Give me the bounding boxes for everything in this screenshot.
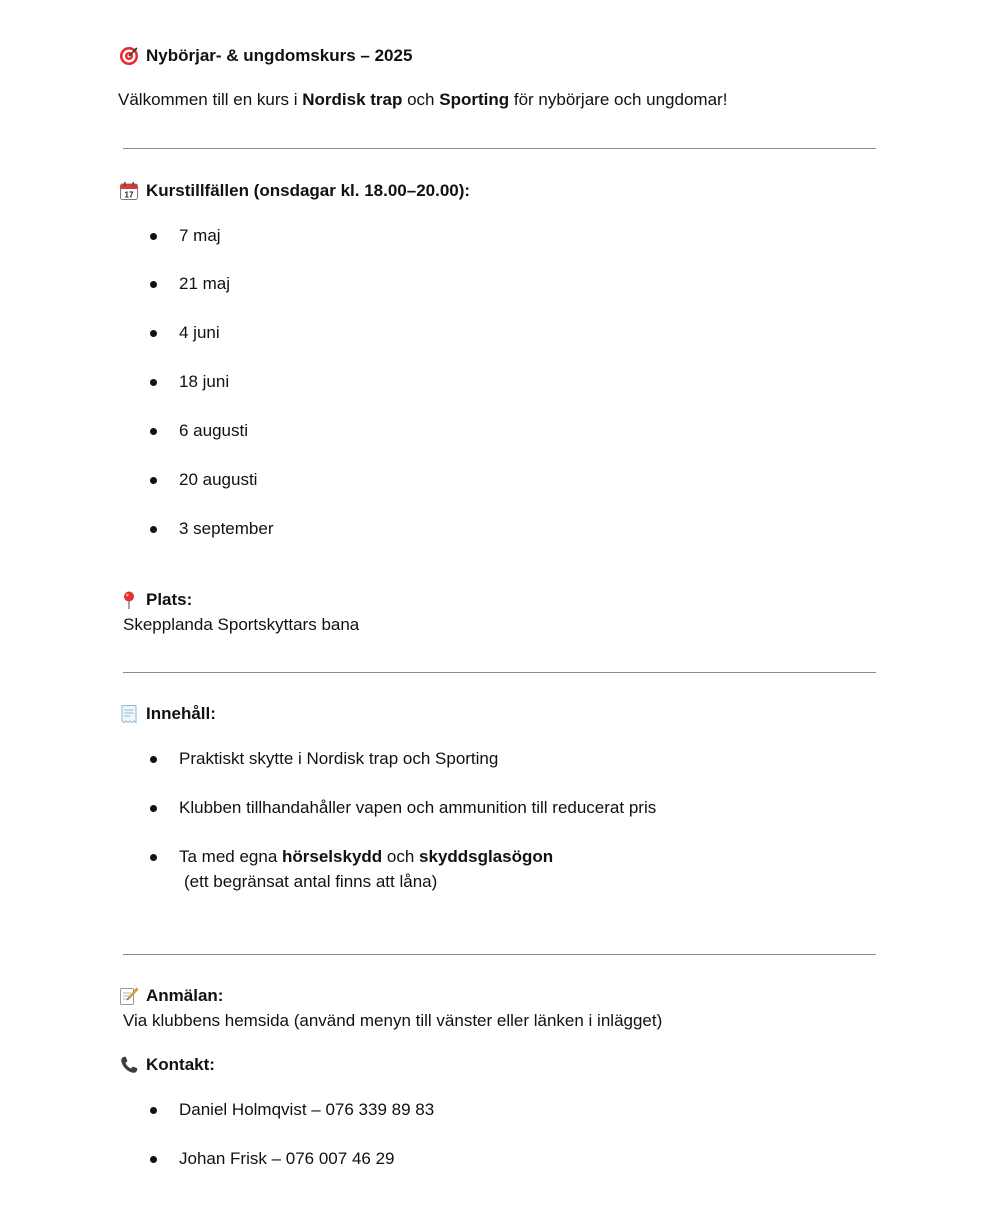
contact-item: Johan Frisk – 076 007 46 29 xyxy=(179,1149,395,1168)
page-title-text: Nybörjar- & ungdomskurs – 2025 xyxy=(146,46,413,65)
list-item: Klubben tillhandahåller vapen och ammunition till reducerat pris xyxy=(179,798,657,817)
registration-heading xyxy=(118,985,223,1007)
page-title xyxy=(118,45,412,67)
bullet xyxy=(150,805,157,812)
item3-text-2: och xyxy=(382,847,420,866)
bullet xyxy=(150,379,157,386)
bullet xyxy=(150,428,157,435)
list-item: 20 augusti xyxy=(179,470,258,489)
content-heading xyxy=(118,703,216,725)
list-item: 7 maj xyxy=(179,226,221,245)
pushpin-icon xyxy=(118,589,140,611)
list-item xyxy=(179,846,553,868)
bullet xyxy=(150,330,157,337)
item3-bold-horselskydd: hörselskydd xyxy=(282,847,383,866)
registration-heading-text: Anmälan: xyxy=(146,986,224,1005)
content-heading-text: Innehåll: xyxy=(146,704,216,723)
bullet xyxy=(150,854,157,861)
bullet xyxy=(150,281,157,288)
divider xyxy=(123,148,876,149)
list-item-continuation: (ett begränsat antal finns att låna) xyxy=(184,872,438,891)
intro-text-2: och xyxy=(402,90,440,109)
intro-bold-nordisk-trap: Nordisk trap xyxy=(302,90,403,109)
bullet xyxy=(150,1107,157,1114)
location-text: Skepplanda Sportskyttars bana xyxy=(123,615,360,634)
intro-text-3: för nybörjare och ungdomar! xyxy=(509,90,728,109)
item3-bold-skyddsglasogon: skyddsglasögon xyxy=(419,847,554,866)
intro-paragraph xyxy=(118,89,727,111)
list-item: 6 augusti xyxy=(179,421,248,440)
receipt-icon xyxy=(118,703,140,725)
contact-item: Daniel Holmqvist – 076 339 89 83 xyxy=(179,1100,435,1119)
location-heading-text: Plats: xyxy=(146,590,193,609)
bullet xyxy=(150,233,157,240)
memo-icon xyxy=(118,985,140,1007)
intro-text-1: Välkommen till en kurs i xyxy=(118,90,303,109)
divider xyxy=(123,954,876,955)
location-heading xyxy=(118,589,192,611)
divider xyxy=(123,672,876,673)
list-item: 4 juni xyxy=(179,323,220,342)
calendar-icon xyxy=(118,180,140,202)
bullet xyxy=(150,526,157,533)
intro-bold-sporting: Sporting xyxy=(439,90,510,109)
list-item: Praktiskt skytte i Nordisk trap och Sporting xyxy=(179,749,499,768)
item3-text-1: Ta med egna xyxy=(179,847,283,866)
target-icon xyxy=(118,45,140,67)
telephone-icon xyxy=(118,1054,140,1076)
registration-text: Via klubbens hemsida (använd menyn till vänster eller länken i inlägget) xyxy=(123,1011,663,1030)
bullet xyxy=(150,1156,157,1163)
list-item: 3 september xyxy=(179,519,274,538)
calendar-icon-number: 17 xyxy=(124,190,134,200)
contact-heading xyxy=(118,1054,215,1076)
bullet xyxy=(150,756,157,763)
list-item: 21 maj xyxy=(179,274,231,293)
contact-heading-text: Kontakt: xyxy=(146,1055,215,1074)
bullet xyxy=(150,477,157,484)
sessions-heading xyxy=(118,180,470,202)
sessions-heading-text: Kurstillfällen (onsdagar kl. 18.00–20.00): xyxy=(146,181,471,200)
list-item: 18 juni xyxy=(179,372,230,391)
